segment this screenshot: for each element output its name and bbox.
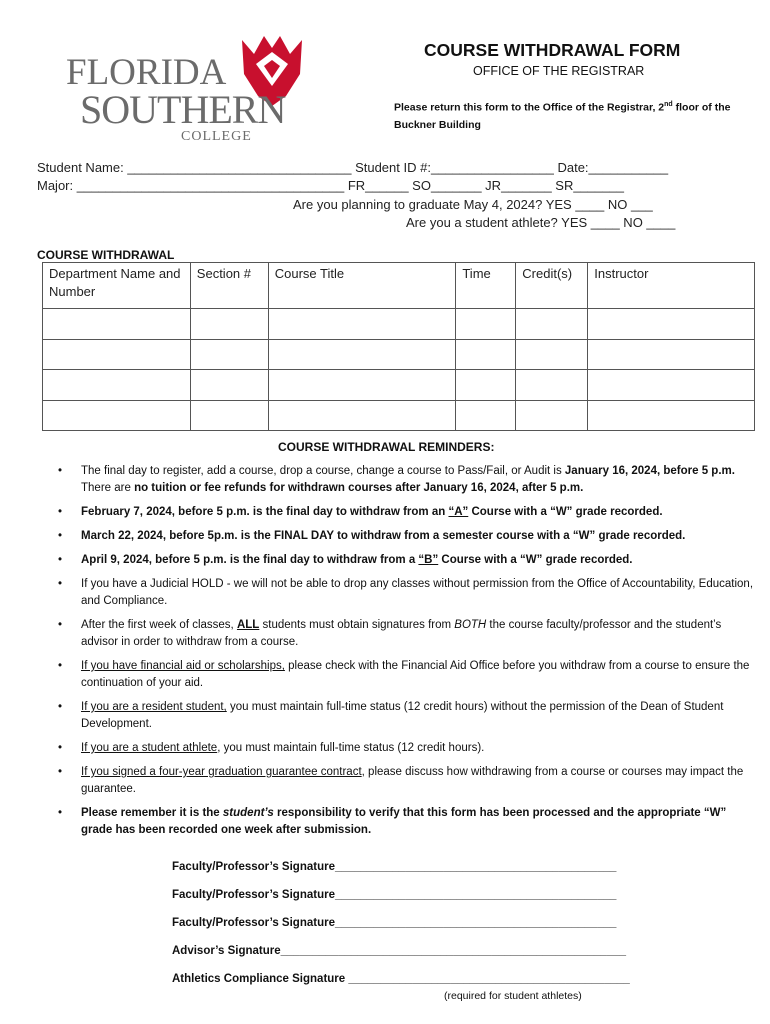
- return-instructions: Please return this form to the Office of the Registrar, 2nd floor of the Buckner Building: [394, 101, 731, 131]
- bullet-icon: •: [58, 506, 63, 518]
- column-header: Course Title: [268, 263, 456, 309]
- athletics-signature-line[interactable]: Athletics Compliance Signature ____________________________________________: [172, 973, 630, 985]
- table-cell[interactable]: [516, 400, 588, 431]
- table-cell[interactable]: [588, 400, 755, 431]
- table-cell[interactable]: [588, 339, 755, 370]
- table-cell[interactable]: [190, 339, 268, 370]
- table-cell[interactable]: [190, 309, 268, 340]
- logo-word-southern: SOUTHERN: [80, 87, 286, 132]
- major-line[interactable]: Major: _____________________________________ FR______ SO_______ JR_______ SR_______: [37, 178, 624, 193]
- table-cell[interactable]: [268, 400, 456, 431]
- athlete-question[interactable]: Are you a student athlete? YES ____ NO ____: [406, 215, 676, 230]
- logo-word-college: COLLEGE: [181, 129, 252, 144]
- athletics-note: (required for student athletes): [444, 990, 582, 1002]
- table-cell[interactable]: [456, 309, 516, 340]
- column-header: Time: [456, 263, 516, 309]
- bullet-icon: •: [58, 619, 63, 631]
- student-info-line[interactable]: Student Name: _______________________________ Student ID #:_________________ Date:___________: [37, 160, 669, 175]
- table-row[interactable]: [43, 400, 755, 431]
- column-header: Department Name and Number: [43, 263, 191, 309]
- table-header-row: [43, 263, 755, 309]
- college-logo: [66, 34, 306, 146]
- table-row[interactable]: [43, 370, 755, 401]
- column-header: Credit(s): [516, 263, 588, 309]
- table-cell[interactable]: [456, 339, 516, 370]
- bullet-icon: •: [58, 578, 63, 590]
- reminder-item: • February 7, 2024, before 5 p.m. is the final day to withdraw from an “A” Course with a “W” grade recorded.: [58, 504, 758, 521]
- table-cell[interactable]: [588, 370, 755, 401]
- reminder-item: • April 9, 2024, before 5 p.m. is the final day to withdraw from a “B” Course with a “W” grade recorded.: [58, 552, 758, 569]
- column-header: Section #: [190, 263, 268, 309]
- bullet-icon: •: [58, 554, 63, 566]
- table-cell[interactable]: [516, 339, 588, 370]
- bullet-icon: •: [58, 465, 63, 477]
- table-cell[interactable]: [268, 370, 456, 401]
- table-cell[interactable]: [43, 400, 191, 431]
- reminder-item: • If you have financial aid or scholarships, please check with the Financial Aid Office before you withdraw from a course to ensure the continuation of your aid.: [58, 660, 750, 689]
- bullet-icon: •: [58, 530, 63, 542]
- table-cell[interactable]: [43, 309, 191, 340]
- bullet-icon: •: [58, 701, 63, 713]
- office-name: OFFICE OF THE REGISTRAR: [473, 64, 645, 78]
- table-row[interactable]: [43, 339, 755, 370]
- reminder-item: • If you are a student athlete, you must maintain full-time status (12 credit hours).: [58, 740, 758, 757]
- faculty-signature-line-3[interactable]: Faculty/Professor’s Signature____________________________________________: [172, 917, 617, 929]
- course-withdrawal-table: [42, 262, 755, 431]
- bullet-icon: •: [58, 742, 63, 754]
- table-cell[interactable]: [43, 370, 191, 401]
- reminder-item: • If you have a Judicial HOLD - we will not be able to drop any classes without permission from the Office of Accountability, Education, and Compliance.: [58, 578, 754, 607]
- faculty-signature-line-1[interactable]: Faculty/Professor’s Signature____________________________________________: [172, 861, 617, 873]
- table-cell[interactable]: [516, 309, 588, 340]
- reminders-heading: COURSE WITHDRAWAL REMINDERS:: [278, 440, 495, 454]
- table-cell[interactable]: [268, 339, 456, 370]
- advisor-signature-line[interactable]: Advisor’s Signature______________________________________________________: [172, 945, 627, 957]
- graduation-question[interactable]: Are you planning to graduate May 4, 2024? YES ____ NO ___: [293, 197, 653, 212]
- faculty-signature-line-2[interactable]: Faculty/Professor’s Signature____________________________________________: [172, 889, 617, 901]
- bullet-icon: •: [58, 807, 63, 819]
- reminder-item: • After the first week of classes, ALL students must obtain signatures from BOTH the course faculty/professor and the student’s advisor in order to withdraw from a course.: [58, 619, 722, 648]
- table-cell[interactable]: [190, 400, 268, 431]
- reminder-item: • The final day to register, add a course, drop a course, change a course to Pass/Fail, or Audit is January 16, 2024, before 5 p.m. There are no tuition or fee refunds for withdrawn courses after January 16, 2024, after 5 p.m.: [58, 465, 735, 494]
- reminder-item: • March 22, 2024, before 5p.m. is the FINAL DAY to withdraw from a semester course with a “W” grade recorded.: [58, 528, 758, 545]
- column-header: Instructor: [588, 263, 755, 309]
- table-cell[interactable]: [456, 400, 516, 431]
- reminders-list: [58, 463, 758, 839]
- bullet-icon: •: [58, 660, 63, 672]
- bullet-icon: •: [58, 766, 63, 778]
- table-cell[interactable]: [456, 370, 516, 401]
- reminder-item: • If you signed a four-year graduation guarantee contract, please discuss how withdrawing from a course or courses may impact the guarantee.: [58, 766, 744, 795]
- reminder-item: • If you are a resident student, you must maintain full-time status (12 credit hours) without the permission of the Dean of Student Development.: [58, 701, 724, 730]
- table-cell[interactable]: [190, 370, 268, 401]
- course-withdrawal-heading: COURSE WITHDRAWAL: [37, 248, 175, 262]
- table-row[interactable]: [43, 309, 755, 340]
- table-cell[interactable]: [43, 339, 191, 370]
- table-cell[interactable]: [516, 370, 588, 401]
- table-cell[interactable]: [268, 309, 456, 340]
- table-cell[interactable]: [588, 309, 755, 340]
- form-title: COURSE WITHDRAWAL FORM: [424, 40, 681, 60]
- reminder-item: • Please remember it is the student’s responsibility to verify that this form has been processed and the appropriate “W” grade has been recorded one week after submission.: [58, 807, 727, 836]
- logo-word-florida: FLORIDA: [66, 52, 227, 93]
